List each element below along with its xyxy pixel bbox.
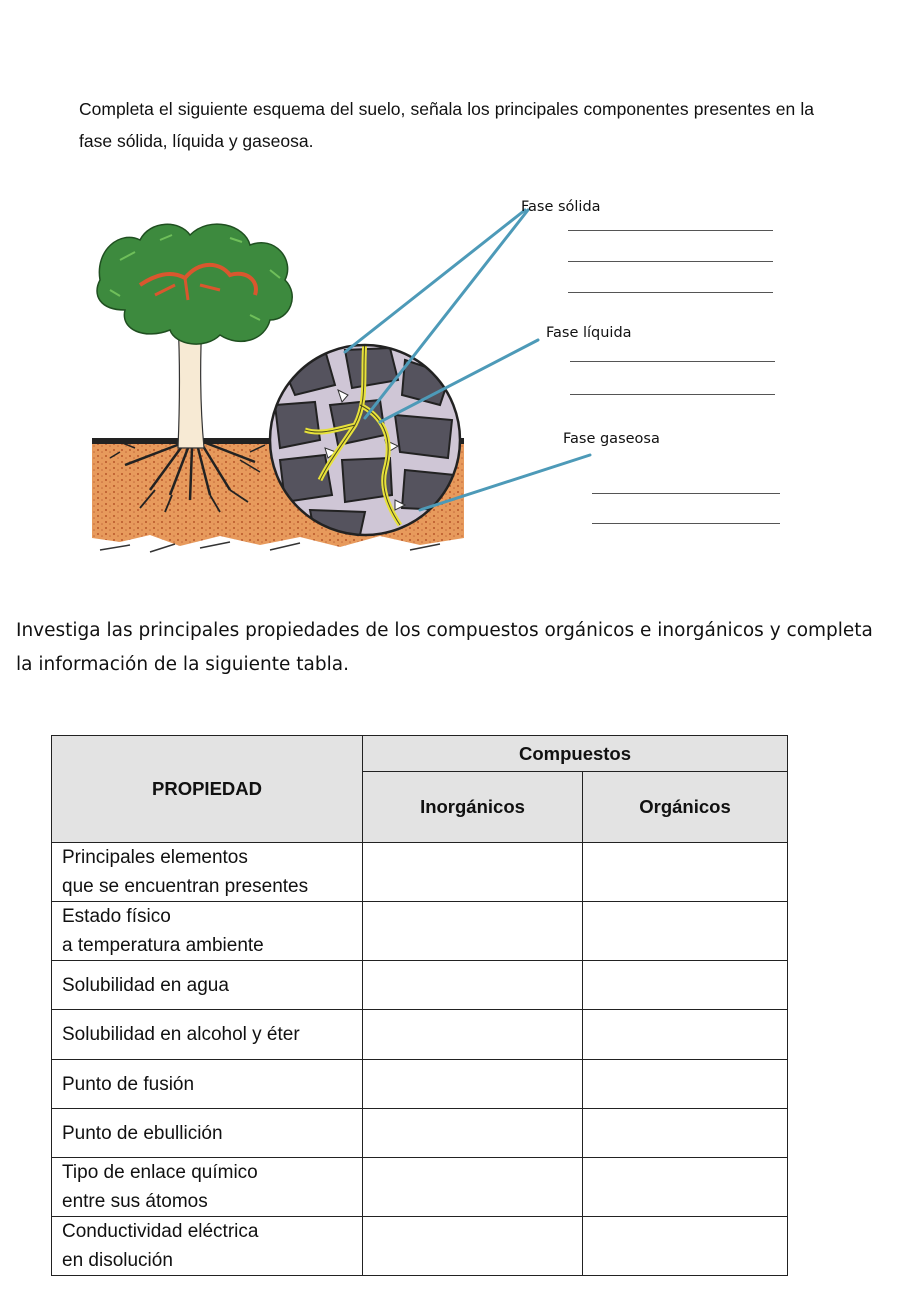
answer-cell-inorganic[interactable] (363, 1109, 583, 1158)
property-cell: Tipo de enlace químico entre sus átomos (52, 1158, 363, 1217)
property-cell: Solubilidad en agua (52, 961, 363, 1010)
blank-line-gas-1[interactable] (592, 493, 780, 494)
table-row (52, 843, 788, 902)
table-row (52, 1217, 788, 1276)
property-cell: Punto de ebullición (52, 1109, 363, 1158)
header-inorganic: Inorgánicos (363, 772, 583, 843)
answer-cell-inorganic[interactable] (363, 902, 583, 961)
blank-line-gas-2[interactable] (592, 523, 780, 524)
blank-line-solid-1[interactable] (568, 230, 773, 231)
properties-table (51, 735, 788, 1276)
answer-cell-inorganic[interactable] (363, 1217, 583, 1276)
table-row (52, 1010, 788, 1060)
answer-cell-inorganic[interactable] (363, 1060, 583, 1109)
blank-line-liquid-2[interactable] (570, 394, 775, 395)
label-phase-solid: Fase sólida (521, 199, 601, 215)
soil-diagram (80, 190, 800, 565)
answer-cell-organic[interactable] (583, 961, 788, 1010)
answer-cell-inorganic[interactable] (363, 843, 583, 902)
table-row (52, 1060, 788, 1109)
answer-cell-organic[interactable] (583, 1158, 788, 1217)
property-cell: Conductividad eléctrica en disolución (52, 1217, 363, 1276)
property-cell: Principales elementos que se encuentran presentes (52, 843, 363, 902)
answer-cell-organic[interactable] (583, 1060, 788, 1109)
table-row (52, 961, 788, 1010)
header-compounds: Compuestos (363, 736, 788, 772)
blank-line-solid-2[interactable] (568, 261, 773, 262)
table-row (52, 1158, 788, 1217)
label-phase-gas: Fase gaseosa (563, 431, 660, 447)
answer-cell-organic[interactable] (583, 1109, 788, 1158)
answer-cell-inorganic[interactable] (363, 1010, 583, 1060)
answer-cell-inorganic[interactable] (363, 961, 583, 1010)
table-row (52, 902, 788, 961)
answer-cell-inorganic[interactable] (363, 1158, 583, 1217)
header-property: PROPIEDAD (52, 736, 363, 843)
section2-instruction: Investiga las principales propiedades de los compuestos orgánicos e inorgánicos y completa la información de la siguiente tabla. (16, 620, 873, 675)
answer-cell-organic[interactable] (583, 902, 788, 961)
label-phase-liquid: Fase líquida (546, 325, 632, 341)
blank-line-liquid-1[interactable] (570, 361, 775, 362)
header-organic: Orgánicos (583, 772, 788, 843)
answer-cell-organic[interactable] (583, 1217, 788, 1276)
tree-canopy (97, 224, 292, 344)
property-cell: Estado físico a temperatura ambiente (52, 902, 363, 961)
blank-line-solid-3[interactable] (568, 292, 773, 293)
answer-cell-organic[interactable] (583, 1010, 788, 1060)
answer-cell-organic[interactable] (583, 843, 788, 902)
property-cell: Solubilidad en alcohol y éter (52, 1010, 363, 1060)
table-row (52, 1109, 788, 1158)
property-cell: Punto de fusión (52, 1060, 363, 1109)
intro-instruction: Completa el siguiente esquema del suelo, señala los principales componentes presentes en la fase sólida, líquida y gaseosa. (79, 99, 814, 151)
